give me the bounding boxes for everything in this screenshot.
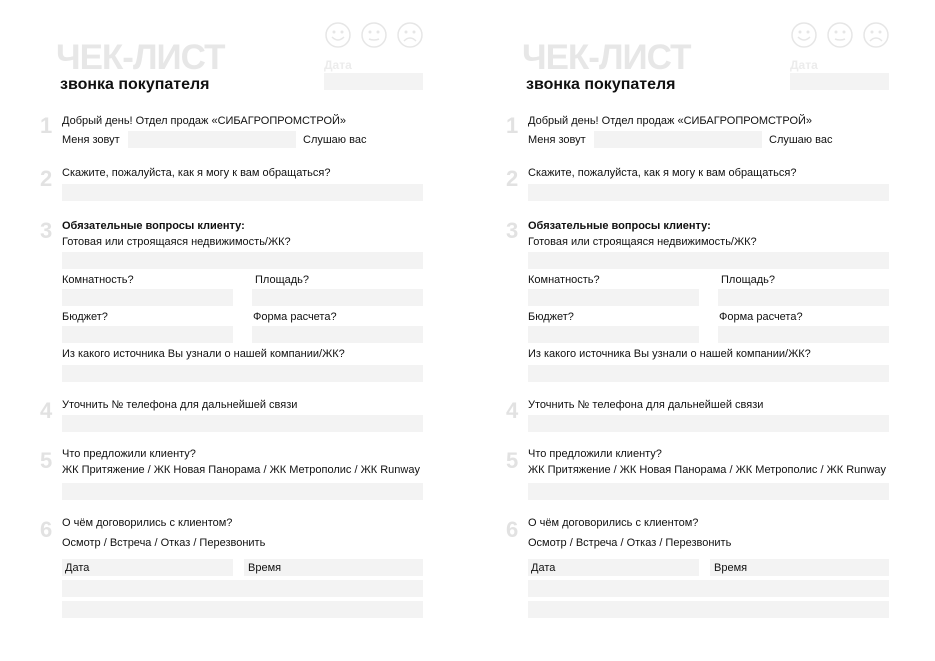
property-type-question: Готовая или строящаяся недвижимость/ЖК? [528, 236, 757, 248]
payment-field[interactable] [718, 326, 889, 343]
budget-label: Бюджет? [62, 311, 108, 323]
source-question: Из какого источника Вы узнали о нашей компании/ЖК? [528, 348, 811, 360]
meeting-time-label: Время [248, 562, 282, 574]
step-number: 3 [40, 218, 53, 243]
property-type-field[interactable] [528, 252, 889, 269]
manager-name-field[interactable] [594, 131, 762, 148]
rooms-label: Комнатность? [62, 274, 134, 286]
offer-question: Что предложили клиенту? [528, 448, 662, 460]
rooms-field[interactable] [62, 289, 233, 306]
phone-field[interactable] [62, 415, 423, 432]
listening-text: Слушаю вас [303, 134, 367, 146]
phone-label: Уточнить № телефона для дальнейшей связи [528, 399, 764, 411]
greeting-text: Добрый день! Отдел продаж «СИБАГРОПРОМСТРОЙ» [528, 115, 813, 127]
meeting-date-label: Дата [65, 562, 90, 574]
sheet-subtitle: звонка покупателя [526, 76, 676, 93]
notes-field-2[interactable] [62, 601, 423, 618]
agreement-options: Осмотр / Встреча / Отказ / Перезвонить [62, 537, 266, 549]
property-type-question: Готовая или строящаяся недвижимость/ЖК? [62, 236, 291, 248]
date-label: Дата [324, 58, 352, 72]
step-number: 5 [40, 448, 53, 473]
name-label: Меня зовут [62, 134, 120, 146]
area-field[interactable] [252, 289, 423, 306]
payment-field[interactable] [252, 326, 423, 343]
step-number: 6 [506, 517, 519, 542]
name-label: Меня зовут [528, 134, 586, 146]
sheet-title: ЧЕК-ЛИСТ [56, 38, 225, 77]
source-field[interactable] [62, 365, 423, 382]
meeting-time-label: Время [714, 562, 748, 574]
address-question: Скажите, пожалуйста, как я могу к вам обращаться? [528, 167, 797, 179]
notes-field-1[interactable] [62, 580, 423, 597]
source-field[interactable] [528, 365, 889, 382]
notes-field-1[interactable] [528, 580, 889, 597]
payment-label: Форма расчета? [719, 311, 803, 323]
offer-options: ЖК Притяжение / ЖК Новая Панорама / ЖК Метрополис / ЖК Runway [62, 464, 420, 476]
date-field[interactable] [324, 73, 423, 90]
client-name-field[interactable] [62, 184, 423, 201]
listening-text: Слушаю вас [769, 134, 833, 146]
checklist-sheet-right [466, 0, 933, 661]
required-questions-heading: Обязательные вопросы клиенту: [62, 220, 245, 232]
manager-name-field[interactable] [128, 131, 296, 148]
sad-face-icon[interactable] [863, 22, 889, 48]
step-number: 1 [506, 113, 519, 138]
area-label: Площадь? [255, 274, 310, 286]
meeting-date-label: Дата [531, 562, 556, 574]
neutral-face-icon[interactable] [361, 22, 387, 48]
agreement-options: Осмотр / Встреча / Отказ / Перезвонить [528, 537, 732, 549]
agreement-question: О чём договорились с клиентом? [528, 517, 699, 529]
area-field[interactable] [718, 289, 889, 306]
step-number: 1 [40, 113, 53, 138]
happy-face-icon[interactable] [325, 22, 351, 48]
budget-field[interactable] [62, 326, 233, 343]
step-number: 5 [506, 448, 519, 473]
greeting-text: Добрый день! Отдел продаж «СИБАГРОПРОМСТРОЙ» [62, 115, 347, 127]
sheet-subtitle: звонка покупателя [60, 76, 210, 93]
step-number: 4 [506, 398, 519, 423]
required-questions-heading: Обязательные вопросы клиенту: [528, 220, 711, 232]
date-label: Дата [790, 58, 818, 72]
step-number: 6 [40, 517, 53, 542]
neutral-face-icon[interactable] [827, 22, 853, 48]
phone-field[interactable] [528, 415, 889, 432]
budget-label: Бюджет? [528, 311, 574, 323]
payment-label: Форма расчета? [253, 311, 337, 323]
sad-face-icon[interactable] [397, 22, 423, 48]
rooms-field[interactable] [528, 289, 699, 306]
source-question: Из какого источника Вы узнали о нашей компании/ЖК? [62, 348, 345, 360]
address-question: Скажите, пожалуйста, как я могу к вам обращаться? [62, 167, 331, 179]
area-label: Площадь? [721, 274, 776, 286]
offer-question: Что предложили клиенту? [62, 448, 196, 460]
step-number: 3 [506, 218, 519, 243]
property-type-field[interactable] [62, 252, 423, 269]
step-number: 4 [40, 398, 53, 423]
offer-field[interactable] [528, 483, 889, 500]
step-number: 2 [506, 166, 519, 191]
rooms-label: Комнатность? [528, 274, 600, 286]
step-number: 2 [40, 166, 53, 191]
offer-field[interactable] [62, 483, 423, 500]
happy-face-icon[interactable] [791, 22, 817, 48]
offer-options: ЖК Притяжение / ЖК Новая Панорама / ЖК Метрополис / ЖК Runway [528, 464, 886, 476]
date-field[interactable] [790, 73, 889, 90]
agreement-question: О чём договорились с клиентом? [62, 517, 233, 529]
notes-field-2[interactable] [528, 601, 889, 618]
budget-field[interactable] [528, 326, 699, 343]
client-name-field[interactable] [528, 184, 889, 201]
phone-label: Уточнить № телефона для дальнейшей связи [62, 399, 298, 411]
checklist-sheet-left [0, 0, 467, 661]
sheet-title: ЧЕК-ЛИСТ [522, 38, 691, 77]
